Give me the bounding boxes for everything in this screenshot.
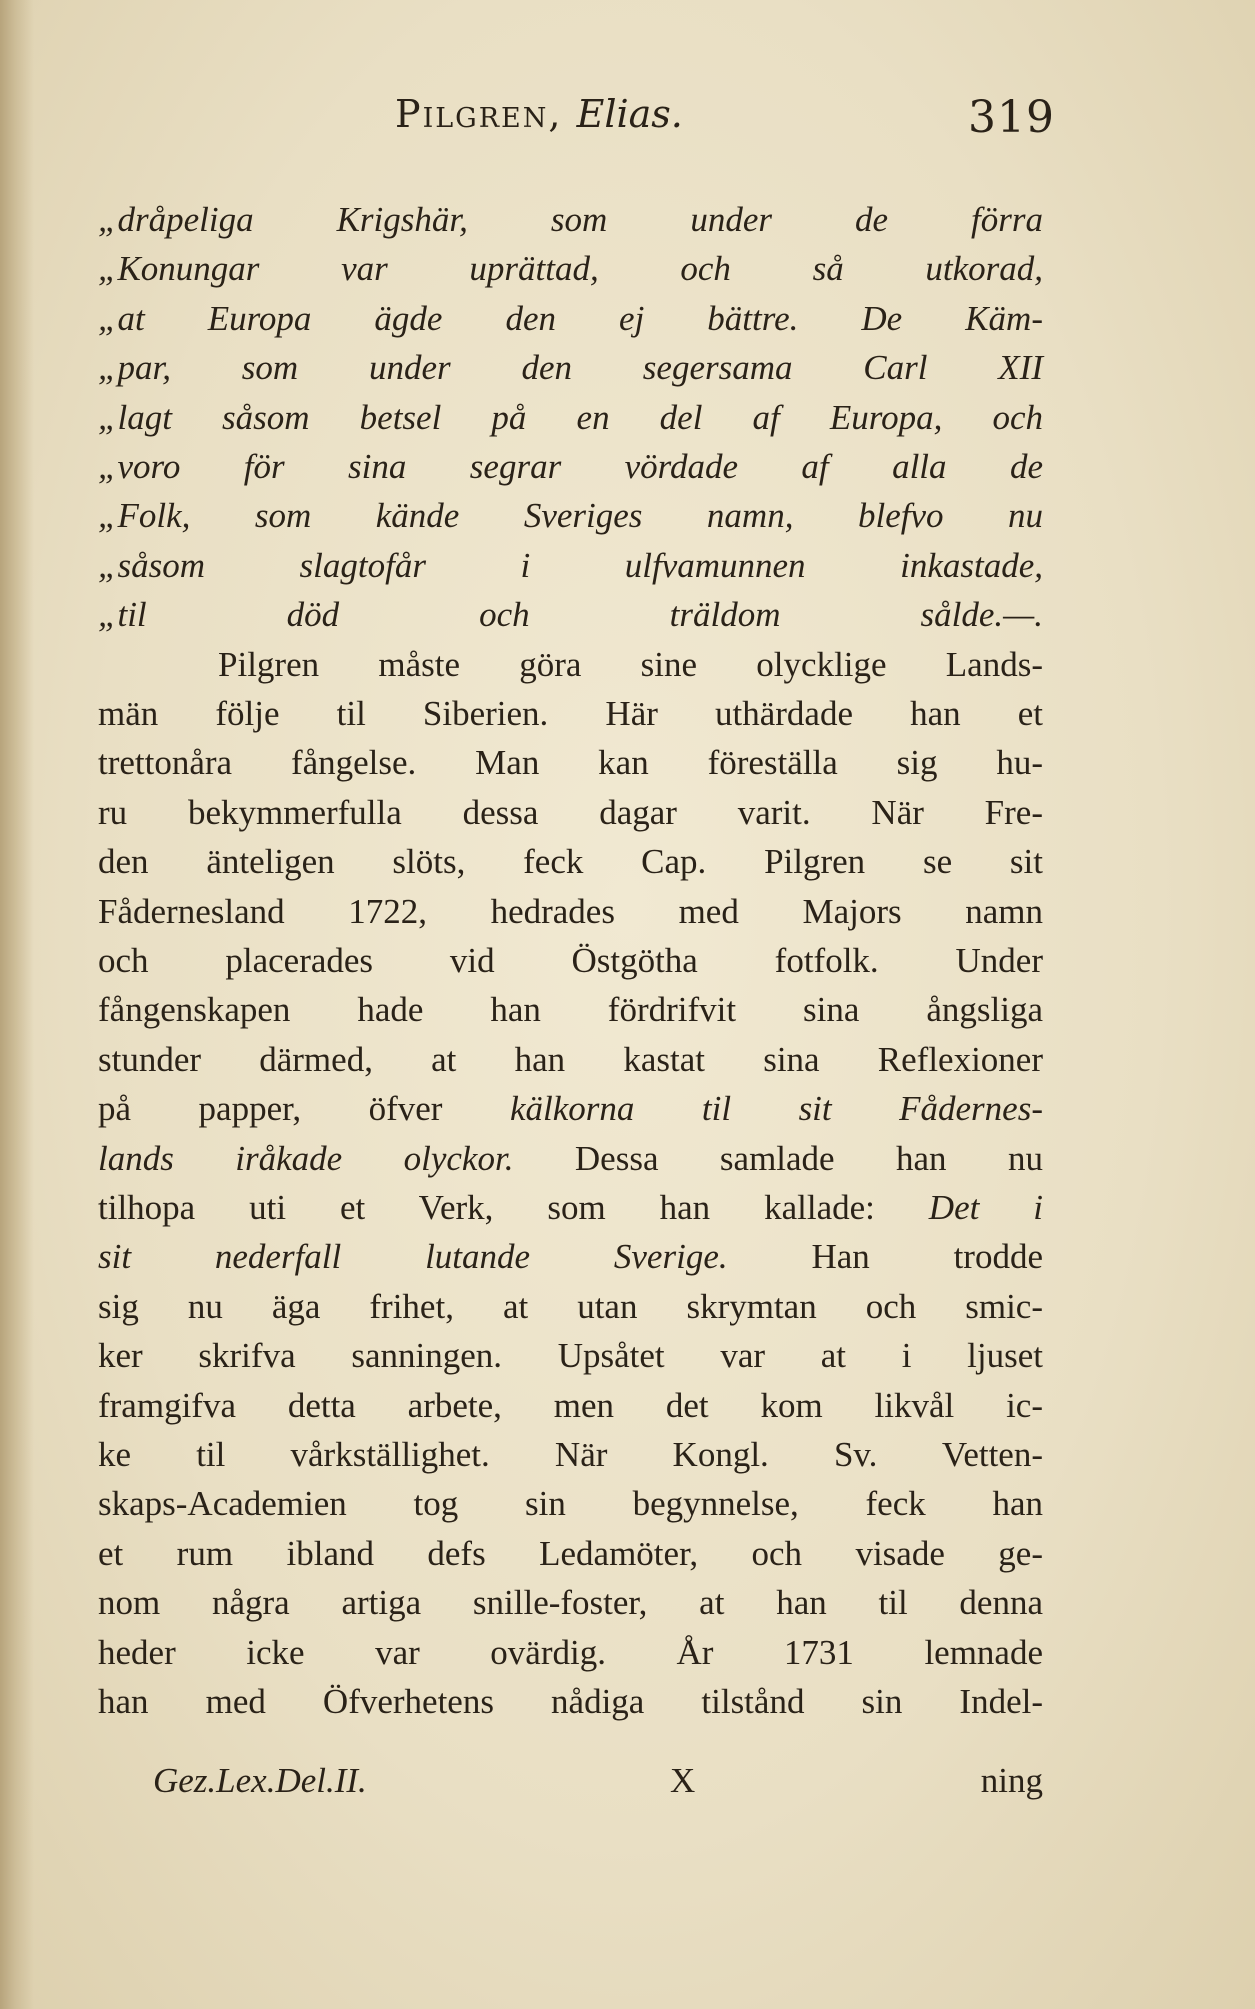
roman-span: på papper, öfver [98,1089,510,1129]
text-line [98,1135,1043,1183]
italic-span: Det i [928,1188,1043,1227]
catchword: ning [980,1761,1043,1800]
roman-span: tilhopa uti et Verk, som han kallade: [98,1188,929,1227]
text-line: sig nu äga frihet, at utan skrymtan och smic- [98,1286,1043,1326]
text-line: „dråpeliga Krigshär, som under de förra [98,200,1043,239]
page-number: 319 [968,92,1055,143]
page-footer [98,1756,1043,1806]
text-line: heder icke var ovärdig. År 1731 lemnade [98,1632,1043,1672]
signature-line: Gez.Lex.Del.II. [153,1761,367,1800]
roman-span: Han trodde [727,1237,1043,1277]
text-line: „voro för sina segrar vördade af alla de [98,447,1043,486]
text-line: „lagt såsom betsel på en del af Europa, och [98,397,1043,437]
text-line: han med Öfverhetens nådiga tilstånd sin Indel- [98,1682,1043,1721]
text-line: fångenskapen hade han fördrifvit sina ångsliga [98,990,1043,1030]
text-line [98,1085,1043,1133]
text-line: män följe til Siberien. Här uthärdade han et [98,694,1043,733]
text-line [98,1233,1043,1281]
text-line: „såsom slagtofår i ulfvamunnen inkastade, [98,545,1043,585]
italic-span: sit nederfall lutande Sverige. [98,1237,728,1277]
text-line: ru bekymmerfulla dessa dagar varit. När Fre- [98,792,1043,832]
text-line: stunder därmed, at han kastat sina Reflexioner [98,1039,1043,1079]
text-line [98,1184,1043,1232]
text-line: Pilgren måste göra sine olycklige Lands- [218,644,1043,684]
text-line: „at Europa ägde den ej bättre. De Käm- [98,298,1043,338]
text-line: trettonåra fångelse. Man kan föreställa sig hu- [98,743,1043,783]
text-line: nom några artiga snille-foster, at han til denna [98,1583,1043,1623]
text-line: „Folk, som kände Sveriges namn, blefvo nu [98,496,1043,536]
text-line: et rum ibland defs Ledamöter, och visade ge- [98,1533,1043,1573]
italic-span: lands iråkade olyckor. [98,1138,514,1178]
header-author: Pilgren, Elias. [395,92,683,136]
signature-mark: X [670,1761,696,1800]
text-line: och placerades vid Östgötha fotfolk. Under [98,941,1043,980]
text-line: ker skrifva sanningen. Upsåtet var at i ljuset [98,1336,1043,1376]
text-line: Fådernesland 1722, hedrades med Majors namn [98,891,1043,931]
text-line: skaps-Academien tog sin begynnelse, feck han [98,1484,1043,1524]
roman-span: Dessa samlade han nu [513,1138,1043,1178]
running-header [395,92,1095,152]
text-line: „Konungar var uprättad, och så utkorad, [98,249,1043,289]
text-line: framgifva detta arbete, men det kom likvål ic- [98,1385,1043,1425]
text-line: „til död och träldom sålde.—. [98,595,1043,635]
text-line: „par, som under den segersama Carl XII [98,348,1043,388]
page-spine-shadow [0,0,34,2009]
italic-span: kälkorna til sit Fådernes- [509,1089,1043,1129]
text-line: den änteligen slöts, feck Cap. Pilgren se sit [98,842,1043,882]
text-line: ke til vårkställighet. När Kongl. Sv. Vetten- [98,1435,1043,1474]
